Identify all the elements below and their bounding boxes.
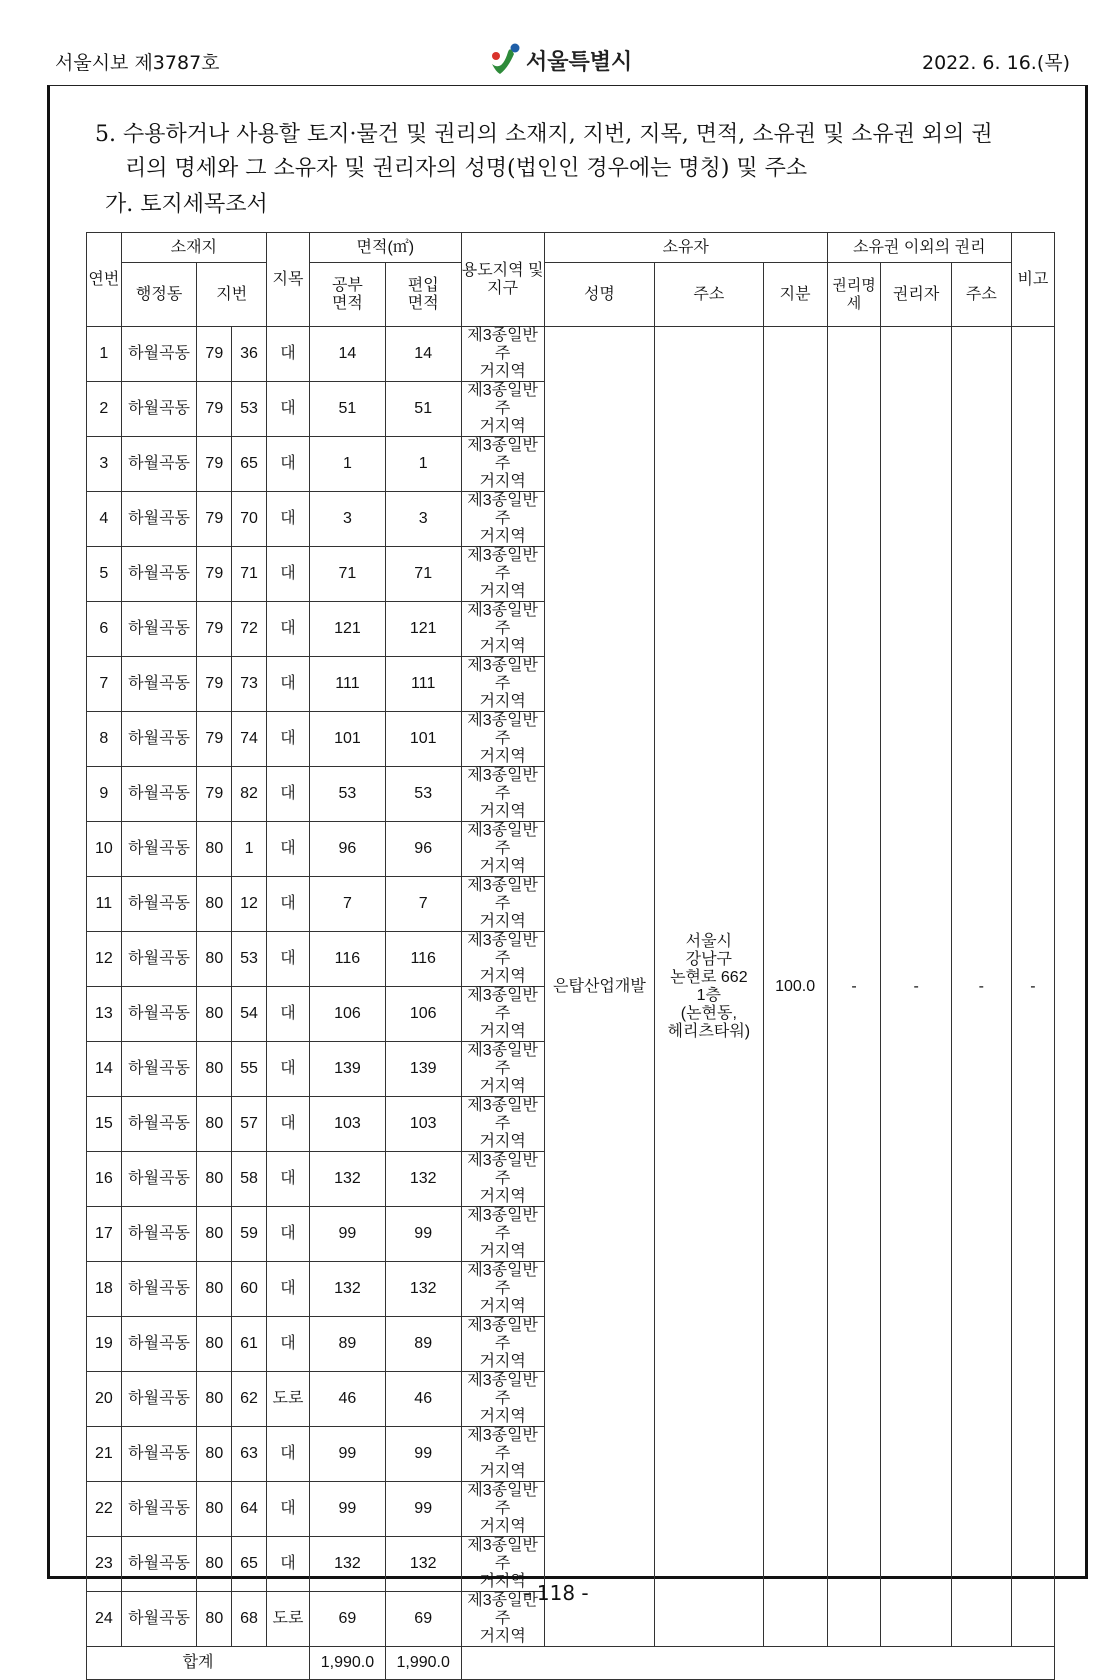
cell-category: 대 (266, 547, 309, 602)
zone-line: 거지역 (479, 1353, 526, 1370)
cell-dong: 하월곡동 (121, 1262, 197, 1317)
cell-lot-sub: 74 (232, 712, 267, 767)
zone-line: 거지역 (479, 1463, 526, 1480)
cell-public-area: 3 (310, 492, 386, 547)
zone-line: 제3종일반주 (467, 1042, 538, 1077)
cell-dong: 하월곡동 (121, 1482, 197, 1537)
cell-lot-sub: 59 (232, 1207, 267, 1262)
zone-line: 거지역 (479, 1628, 526, 1645)
cell-public-area: 99 (310, 1482, 386, 1537)
cell-category: 대 (266, 987, 309, 1042)
cell-public-area: 139 (310, 1042, 386, 1097)
col-location: 소재지 (121, 233, 266, 263)
cell-zone (461, 877, 544, 932)
cell-included-area: 46 (385, 1372, 461, 1427)
cell-lot-sub: 58 (232, 1152, 267, 1207)
cell-lot-sub: 68 (232, 1592, 267, 1647)
cell-no: 10 (87, 822, 122, 877)
cell-category: 대 (266, 1152, 309, 1207)
cell-dong: 하월곡동 (121, 712, 197, 767)
total-row (87, 1647, 1055, 1680)
cell-included-area: 101 (385, 712, 461, 767)
cell-lot-main: 80 (197, 1482, 232, 1537)
cell-included-area: 53 (385, 767, 461, 822)
cell-dong: 하월곡동 (121, 1537, 197, 1592)
cell-lot-main: 80 (197, 1207, 232, 1262)
cell-dong: 하월곡동 (121, 1207, 197, 1262)
zone-line: 제3종일반주 (467, 327, 538, 362)
cell-lot-main: 79 (197, 492, 232, 547)
cell-no: 14 (87, 1042, 122, 1097)
col-area: 면적(㎡) (310, 233, 462, 263)
cell-lot-sub: 57 (232, 1097, 267, 1152)
cell-zone (461, 1152, 544, 1207)
cell-category: 대 (266, 1042, 309, 1097)
cell-no: 21 (87, 1427, 122, 1482)
cell-lot-sub: 36 (232, 327, 267, 382)
cell-category: 도로 (266, 1592, 309, 1647)
zone-line: 거지역 (479, 1408, 526, 1425)
cell-included-area: 71 (385, 547, 461, 602)
cell-zone (461, 1262, 544, 1317)
cell-lot-sub: 73 (232, 657, 267, 712)
zone-line: 거지역 (479, 913, 526, 930)
cell-dong: 하월곡동 (121, 932, 197, 987)
zone-line: 거지역 (479, 968, 526, 985)
cell-lot-sub: 55 (232, 1042, 267, 1097)
cell-category: 대 (266, 932, 309, 987)
cell-included-area: 89 (385, 1317, 461, 1372)
zone-line: 거지역 (479, 748, 526, 765)
col-share: 지분 (763, 263, 827, 327)
cell-lot-sub: 71 (232, 547, 267, 602)
zone-line: 제3종일반주 (467, 492, 538, 527)
cell-no: 22 (87, 1482, 122, 1537)
zone-line: 제3종일반주 (467, 657, 538, 692)
cell-public-area: 7 (310, 877, 386, 932)
cell-included-area: 139 (385, 1042, 461, 1097)
cell-included-area: 116 (385, 932, 461, 987)
cell-owner-address (655, 327, 763, 1647)
cell-public-area: 46 (310, 1372, 386, 1427)
cell-no: 20 (87, 1372, 122, 1427)
cell-public-area: 116 (310, 932, 386, 987)
zone-line: 거지역 (479, 858, 526, 875)
logo-text: 서울특별시 (526, 49, 633, 75)
cell-zone (461, 602, 544, 657)
col-right-detail: 권리명세 (827, 263, 881, 327)
cell-zone (461, 1042, 544, 1097)
cell-lot-sub: 61 (232, 1317, 267, 1372)
cell-category: 대 (266, 602, 309, 657)
cell-lot-sub: 65 (232, 437, 267, 492)
cell-zone (461, 1207, 544, 1262)
cell-included-area: 106 (385, 987, 461, 1042)
cell-lot-sub: 72 (232, 602, 267, 657)
cell-dong: 하월곡동 (121, 767, 197, 822)
cell-zone (461, 382, 544, 437)
total-label: 합계 (87, 1647, 310, 1680)
cell-lot-main: 80 (197, 1427, 232, 1482)
zone-line: 제3종일반주 (467, 547, 538, 582)
cell-zone (461, 1427, 544, 1482)
cell-lot-main: 80 (197, 877, 232, 932)
cell-lot-sub: 64 (232, 1482, 267, 1537)
cell-public-area: 69 (310, 1592, 386, 1647)
cell-right-holder: - (881, 327, 951, 1647)
page-number: - 118 - (523, 1581, 589, 1605)
cell-public-area: 51 (310, 382, 386, 437)
cell-zone (461, 932, 544, 987)
cell-dong: 하월곡동 (121, 987, 197, 1042)
cell-zone (461, 492, 544, 547)
cell-category: 대 (266, 1262, 309, 1317)
cell-category: 대 (266, 767, 309, 822)
zone-line: 제3종일반주 (467, 1427, 538, 1462)
cell-category: 대 (266, 382, 309, 437)
cell-owner-name: 은탑산업개발 (544, 327, 654, 1647)
cell-public-area: 132 (310, 1152, 386, 1207)
cell-included-area: 7 (385, 877, 461, 932)
address-line: 강남구 (685, 950, 733, 968)
cell-category: 대 (266, 1537, 309, 1592)
cell-lot-sub: 62 (232, 1372, 267, 1427)
cell-no: 7 (87, 657, 122, 712)
cell-lot-sub: 53 (232, 382, 267, 437)
cell-dong: 하월곡동 (121, 1592, 197, 1647)
cell-lot-sub: 60 (232, 1262, 267, 1317)
cell-dong: 하월곡동 (121, 1372, 197, 1427)
total-empty (461, 1647, 1054, 1680)
cell-no: 8 (87, 712, 122, 767)
zone-line: 거지역 (479, 1023, 526, 1040)
zone-line: 거지역 (479, 1243, 526, 1260)
cell-category: 대 (266, 327, 309, 382)
zone-line: 제3종일반주 (467, 437, 538, 472)
cell-lot-main: 80 (197, 987, 232, 1042)
cell-lot-main: 80 (197, 932, 232, 987)
cell-lot-main: 80 (197, 1262, 232, 1317)
cell-no: 11 (87, 877, 122, 932)
zone-line: 거지역 (479, 583, 526, 600)
cell-public-area: 103 (310, 1097, 386, 1152)
cell-no: 18 (87, 1262, 122, 1317)
cell-included-area: 111 (385, 657, 461, 712)
cell-no: 19 (87, 1317, 122, 1372)
cell-included-area: 69 (385, 1592, 461, 1647)
cell-no: 9 (87, 767, 122, 822)
zone-line: 제3종일반주 (467, 822, 538, 857)
cell-included-area: 14 (385, 327, 461, 382)
cell-included-area: 99 (385, 1482, 461, 1537)
address-line: 서울시 (685, 932, 733, 950)
zone-line: 제3종일반주 (467, 1097, 538, 1132)
address-line: 헤리츠타워) (667, 1022, 751, 1040)
zone-line: 제3종일반주 (467, 1317, 538, 1352)
zone-line: 제3종일반주 (467, 1482, 538, 1517)
cell-category: 대 (266, 712, 309, 767)
zone-line: 제3종일반주 (467, 987, 538, 1022)
cell-included-area: 132 (385, 1537, 461, 1592)
cell-lot-main: 79 (197, 437, 232, 492)
cell-public-area: 14 (310, 327, 386, 382)
cell-public-area: 99 (310, 1427, 386, 1482)
cell-no: 6 (87, 602, 122, 657)
cell-no: 12 (87, 932, 122, 987)
cell-lot-sub: 63 (232, 1427, 267, 1482)
zone-line: 제3종일반주 (467, 877, 538, 912)
cell-dong: 하월곡동 (121, 547, 197, 602)
cell-no: 17 (87, 1207, 122, 1262)
page-header (0, 40, 1112, 80)
zone-line: 거지역 (479, 1078, 526, 1095)
cell-zone (461, 1482, 544, 1537)
col-right-holder: 권리자 (881, 263, 951, 327)
cell-dong: 하월곡동 (121, 1427, 197, 1482)
cell-dong: 하월곡동 (121, 602, 197, 657)
cell-lot-main: 79 (197, 327, 232, 382)
cell-no: 24 (87, 1592, 122, 1647)
zone-line: 제3종일반주 (467, 602, 538, 637)
total-public-area: 1,990.0 (310, 1647, 386, 1680)
cell-lot-main: 80 (197, 1537, 232, 1592)
cell-lot-main: 80 (197, 1592, 232, 1647)
cell-zone (461, 1317, 544, 1372)
cell-lot-sub: 82 (232, 767, 267, 822)
section-subtitle: 가. 토지세목조서 (105, 192, 268, 217)
cell-public-area: 121 (310, 602, 386, 657)
seoul-logo (488, 40, 632, 80)
address-line: 1층 (696, 986, 722, 1004)
cell-lot-sub: 70 (232, 492, 267, 547)
col-included-area: 편입 면적 (385, 263, 461, 327)
col-dong: 행정동 (121, 263, 197, 327)
zone-line: 거지역 (479, 528, 526, 545)
cell-share: 100.0 (763, 327, 827, 1647)
cell-category: 대 (266, 1317, 309, 1372)
cell-included-area: 99 (385, 1427, 461, 1482)
zone-line: 거지역 (479, 1573, 526, 1590)
zone-line: 거지역 (479, 638, 526, 655)
cell-included-area: 132 (385, 1152, 461, 1207)
cell-included-area: 121 (385, 602, 461, 657)
cell-category: 대 (266, 1482, 309, 1537)
cell-category: 대 (266, 822, 309, 877)
cell-lot-main: 80 (197, 1097, 232, 1152)
cell-no: 23 (87, 1537, 122, 1592)
cell-included-area: 96 (385, 822, 461, 877)
cell-public-area: 71 (310, 547, 386, 602)
cell-dong: 하월곡동 (121, 1097, 197, 1152)
cell-zone (461, 1097, 544, 1152)
cell-dong: 하월곡동 (121, 657, 197, 712)
cell-dong: 하월곡동 (121, 382, 197, 437)
cell-lot-main: 79 (197, 657, 232, 712)
issue-date: 2022. 6. 16.(목) (922, 52, 1070, 74)
zone-line: 제3종일반주 (467, 932, 538, 967)
cell-public-area: 96 (310, 822, 386, 877)
cell-zone (461, 327, 544, 382)
cell-no: 13 (87, 987, 122, 1042)
gazette-issue: 서울시보 제3787호 (55, 52, 220, 74)
zone-line: 제3종일반주 (467, 1207, 538, 1242)
cell-lot-main: 79 (197, 382, 232, 437)
col-category: 지목 (266, 233, 309, 327)
cell-lot-main: 79 (197, 712, 232, 767)
col-remark: 비고 (1011, 233, 1054, 327)
zone-line: 제3종일반주 (467, 382, 538, 417)
cell-no: 1 (87, 327, 122, 382)
cell-zone (461, 437, 544, 492)
zone-line: 제3종일반주 (467, 767, 538, 802)
zone-line: 제3종일반주 (467, 1262, 538, 1297)
cell-lot-main: 80 (197, 1372, 232, 1427)
cell-included-area: 99 (385, 1207, 461, 1262)
col-lot: 지번 (197, 263, 266, 327)
cell-dong: 하월곡동 (121, 1042, 197, 1097)
col-owner: 소유자 (544, 233, 827, 263)
cell-included-area: 103 (385, 1097, 461, 1152)
zone-line: 거지역 (479, 803, 526, 820)
cell-public-area: 1 (310, 437, 386, 492)
cell-category: 대 (266, 877, 309, 932)
cell-dong: 하월곡동 (121, 822, 197, 877)
cell-dong: 하월곡동 (121, 437, 197, 492)
cell-category: 대 (266, 1097, 309, 1152)
address-line: (논현동, (680, 1004, 737, 1022)
cell-zone (461, 767, 544, 822)
cell-right-address: - (951, 327, 1011, 1647)
zone-line: 거지역 (479, 473, 526, 490)
address-line: 논현로 662 (670, 968, 748, 986)
zone-line: 거지역 (479, 1518, 526, 1535)
cell-no: 5 (87, 547, 122, 602)
cell-no: 16 (87, 1152, 122, 1207)
cell-dong: 하월곡동 (121, 877, 197, 932)
col-right-address: 주소 (951, 263, 1011, 327)
cell-public-area: 132 (310, 1262, 386, 1317)
zone-line: 제3종일반주 (467, 1372, 538, 1407)
table-row (87, 327, 1055, 382)
cell-zone (461, 712, 544, 767)
cell-dong: 하월곡동 (121, 1152, 197, 1207)
cell-category: 도로 (266, 1372, 309, 1427)
cell-zone (461, 547, 544, 602)
cell-lot-main: 80 (197, 1317, 232, 1372)
cell-no: 4 (87, 492, 122, 547)
cell-included-area: 1 (385, 437, 461, 492)
cell-no: 2 (87, 382, 122, 437)
cell-lot-main: 80 (197, 822, 232, 877)
cell-public-area: 101 (310, 712, 386, 767)
cell-lot-main: 80 (197, 1042, 232, 1097)
col-zone: 용도지역 및 지구 (461, 233, 544, 327)
cell-zone (461, 822, 544, 877)
zone-line: 거지역 (479, 1298, 526, 1315)
col-public-area: 공부 면적 (310, 263, 386, 327)
cell-included-area: 51 (385, 382, 461, 437)
zone-line: 거지역 (479, 693, 526, 710)
cell-public-area: 89 (310, 1317, 386, 1372)
cell-lot-main: 79 (197, 767, 232, 822)
seoul-emblem-icon (488, 42, 522, 78)
cell-lot-sub: 65 (232, 1537, 267, 1592)
cell-no: 15 (87, 1097, 122, 1152)
cell-public-area: 53 (310, 767, 386, 822)
cell-lot-main: 79 (197, 547, 232, 602)
cell-no: 3 (87, 437, 122, 492)
cell-category: 대 (266, 657, 309, 712)
zone-line: 거지역 (479, 418, 526, 435)
cell-category: 대 (266, 1207, 309, 1262)
col-owner-name: 성명 (544, 263, 654, 327)
cell-lot-sub: 1 (232, 822, 267, 877)
cell-included-area: 132 (385, 1262, 461, 1317)
zone-line: 거지역 (479, 1133, 526, 1150)
cell-public-area: 99 (310, 1207, 386, 1262)
cell-category: 대 (266, 492, 309, 547)
cell-public-area: 132 (310, 1537, 386, 1592)
cell-category: 대 (266, 1427, 309, 1482)
cell-zone (461, 1372, 544, 1427)
cell-lot-sub: 53 (232, 932, 267, 987)
cell-lot-main: 79 (197, 602, 232, 657)
zone-line: 제3종일반주 (467, 1592, 538, 1627)
col-other-rights: 소유권 이외의 권리 (827, 233, 1011, 263)
table-body (87, 327, 1055, 1680)
cell-remark: - (1011, 327, 1054, 1647)
section-title-line2: 리의 명세와 그 소유자 및 권리자의 성명(법인인 경우에는 명칭) 및 주소 (125, 156, 808, 181)
zone-line: 제3종일반주 (467, 1537, 538, 1572)
total-included-area: 1,990.0 (385, 1647, 461, 1680)
zone-line: 거지역 (479, 363, 526, 380)
section-title-line1: 5. 수용하거나 사용할 토지·물건 및 권리의 소재지, 지번, 지목, 면적, 소유권 및 소유권 외의 권 (95, 122, 993, 147)
cell-dong: 하월곡동 (121, 1317, 197, 1372)
land-detail-table (86, 232, 1055, 1680)
cell-zone (461, 657, 544, 712)
cell-public-area: 111 (310, 657, 386, 712)
cell-dong: 하월곡동 (121, 327, 197, 382)
cell-right-detail: - (827, 327, 881, 1647)
cell-lot-sub: 12 (232, 877, 267, 932)
cell-dong: 하월곡동 (121, 492, 197, 547)
cell-included-area: 3 (385, 492, 461, 547)
cell-public-area: 106 (310, 987, 386, 1042)
col-no: 연번 (87, 233, 122, 327)
cell-lot-sub: 54 (232, 987, 267, 1042)
cell-zone (461, 987, 544, 1042)
cell-lot-main: 80 (197, 1152, 232, 1207)
cell-category: 대 (266, 437, 309, 492)
zone-line: 거지역 (479, 1188, 526, 1205)
zone-line: 제3종일반주 (467, 1152, 538, 1187)
col-owner-address: 주소 (655, 263, 763, 327)
zone-line: 제3종일반주 (467, 712, 538, 747)
